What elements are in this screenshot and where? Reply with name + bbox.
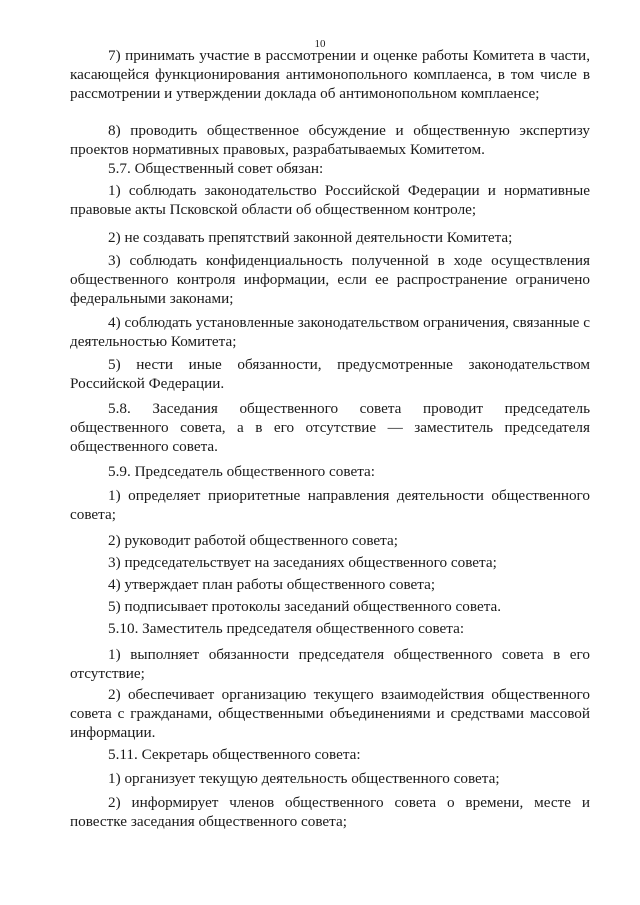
paragraph-item-8: 8) проводить общественное обсуждение и общественную экспертизу проектов нормативных правовых, разрабатываемых Комитетом. [70, 122, 590, 158]
list-item-5-10-2: 2) обеспечивает организацию текущего взаимодействия общественного совета с гражданами, общественными объединениями и средствами массовой информации. [70, 686, 590, 741]
paragraph-item-7: 7) принимать участие в рассмотрении и оценке работы Комитета в части, касающейся функционирования антимонопольного комплаенса, в том числе в рассмотрении и утверждении доклада об антимонопольном комплаенсе; [70, 47, 590, 102]
list-item-5-7-3: 3) соблюдать конфиденциальность полученной в ходе осуществления общественного контроля информации, если ее распространение ограничено федеральными законами; [70, 252, 590, 307]
list-item-5-9-3: 3) председательствует на заседаниях общественного совета; [108, 554, 497, 571]
list-item-5-9-5: 5) подписывает протоколы заседаний общественного совета. [108, 598, 502, 615]
list-item-5-11-2: 2) информирует членов общественного совета о времени, месте и повестке заседания общественного совета; [70, 794, 590, 830]
list-item-5-7-5: 5) нести иные обязанности, предусмотренные законодательством Российской Федерации. [70, 356, 590, 392]
list-item-5-9-2: 2) руководит работой общественного совета; [108, 532, 398, 549]
list-item-5-7-2: 2) не создавать препятствий законной деятельности Комитета; [108, 229, 513, 246]
section-heading-5-7: 5.7. Общественный совет обязан: [108, 160, 324, 177]
section-heading-5-11: 5.11. Секретарь общественного совета: [108, 746, 361, 763]
section-5-8: 5.8. Заседания общественного совета проводит председатель общественного совета, а в его отсутствие — заместитель председателя общественного совета. [70, 400, 590, 455]
section-heading-5-10: 5.10. Заместитель председателя общественного совета: [108, 620, 465, 637]
list-item-5-11-1: 1) организует текущую деятельность общественного совета; [108, 770, 500, 787]
list-item-5-9-1: 1) определяет приоритетные направления деятельности общественного совета; [70, 487, 590, 523]
list-item-5-7-1: 1) соблюдать законодательство Российской Федерации и нормативные правовые акты Псковской области об общественном контроле; [70, 182, 590, 218]
list-item-5-10-1: 1) выполняет обязанности председателя общественного совета в его отсутствие; [70, 646, 590, 682]
section-heading-5-9: 5.9. Председатель общественного совета: [108, 463, 375, 480]
list-item-5-9-4: 4) утверждает план работы общественного совета; [108, 576, 436, 593]
list-item-5-7-4: 4) соблюдать установленные законодательством ограничения, связанные с деятельностью Комитета; [70, 314, 590, 350]
page-number: 10 [314, 38, 326, 50]
